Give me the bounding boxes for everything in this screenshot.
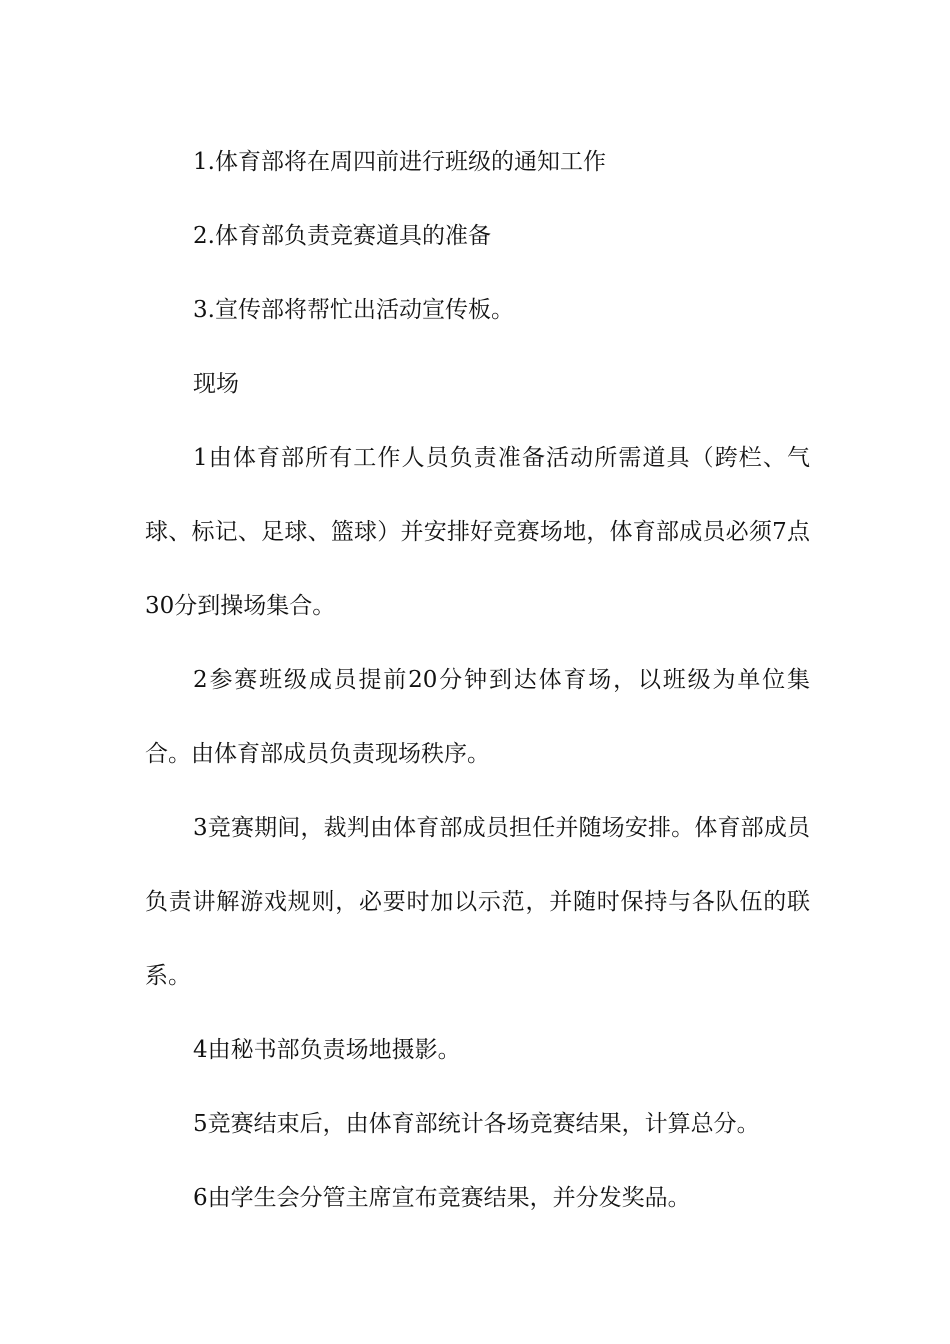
paragraph-onsite-1: 1由体育部所有工作人员负责准备活动所需道具（跨栏、气球、标记、足球、篮球）并安排好竞赛场地，体育部成员必须7点30分到操场集合。	[145, 445, 810, 619]
paragraph-publicity-board: 3.宣传部将帮忙出活动宣传板。	[193, 297, 514, 323]
paragraph-onsite-6: 6由学生会分管主席宣布竞赛结果，并分发奖品。	[193, 1185, 691, 1211]
paragraph-onsite-2: 2参赛班级成员提前20分钟到达体育场，以班级为单位集合。由体育部成员负责现场秩序。	[145, 667, 810, 767]
paragraph-onsite-3: 3竞赛期间，裁判由体育部成员担任并随场安排。体育部成员负责讲解游戏规则，必要时加以示范，并随时保持与各队伍的联系。	[145, 815, 810, 989]
paragraph-onsite-4: 4由秘书部负责场地摄影。	[193, 1037, 461, 1063]
document-body	[145, 125, 810, 1235]
paragraph-onsite-5: 5竞赛结束后，由体育部统计各场竞赛结果，计算总分。	[193, 1111, 760, 1137]
section-heading-onsite: 现场	[193, 371, 239, 397]
paragraph-equipment-prep: 2.体育部负责竞赛道具的准备	[193, 223, 491, 249]
paragraph-notice-classes: 1.体育部将在周四前进行班级的通知工作	[193, 149, 606, 175]
